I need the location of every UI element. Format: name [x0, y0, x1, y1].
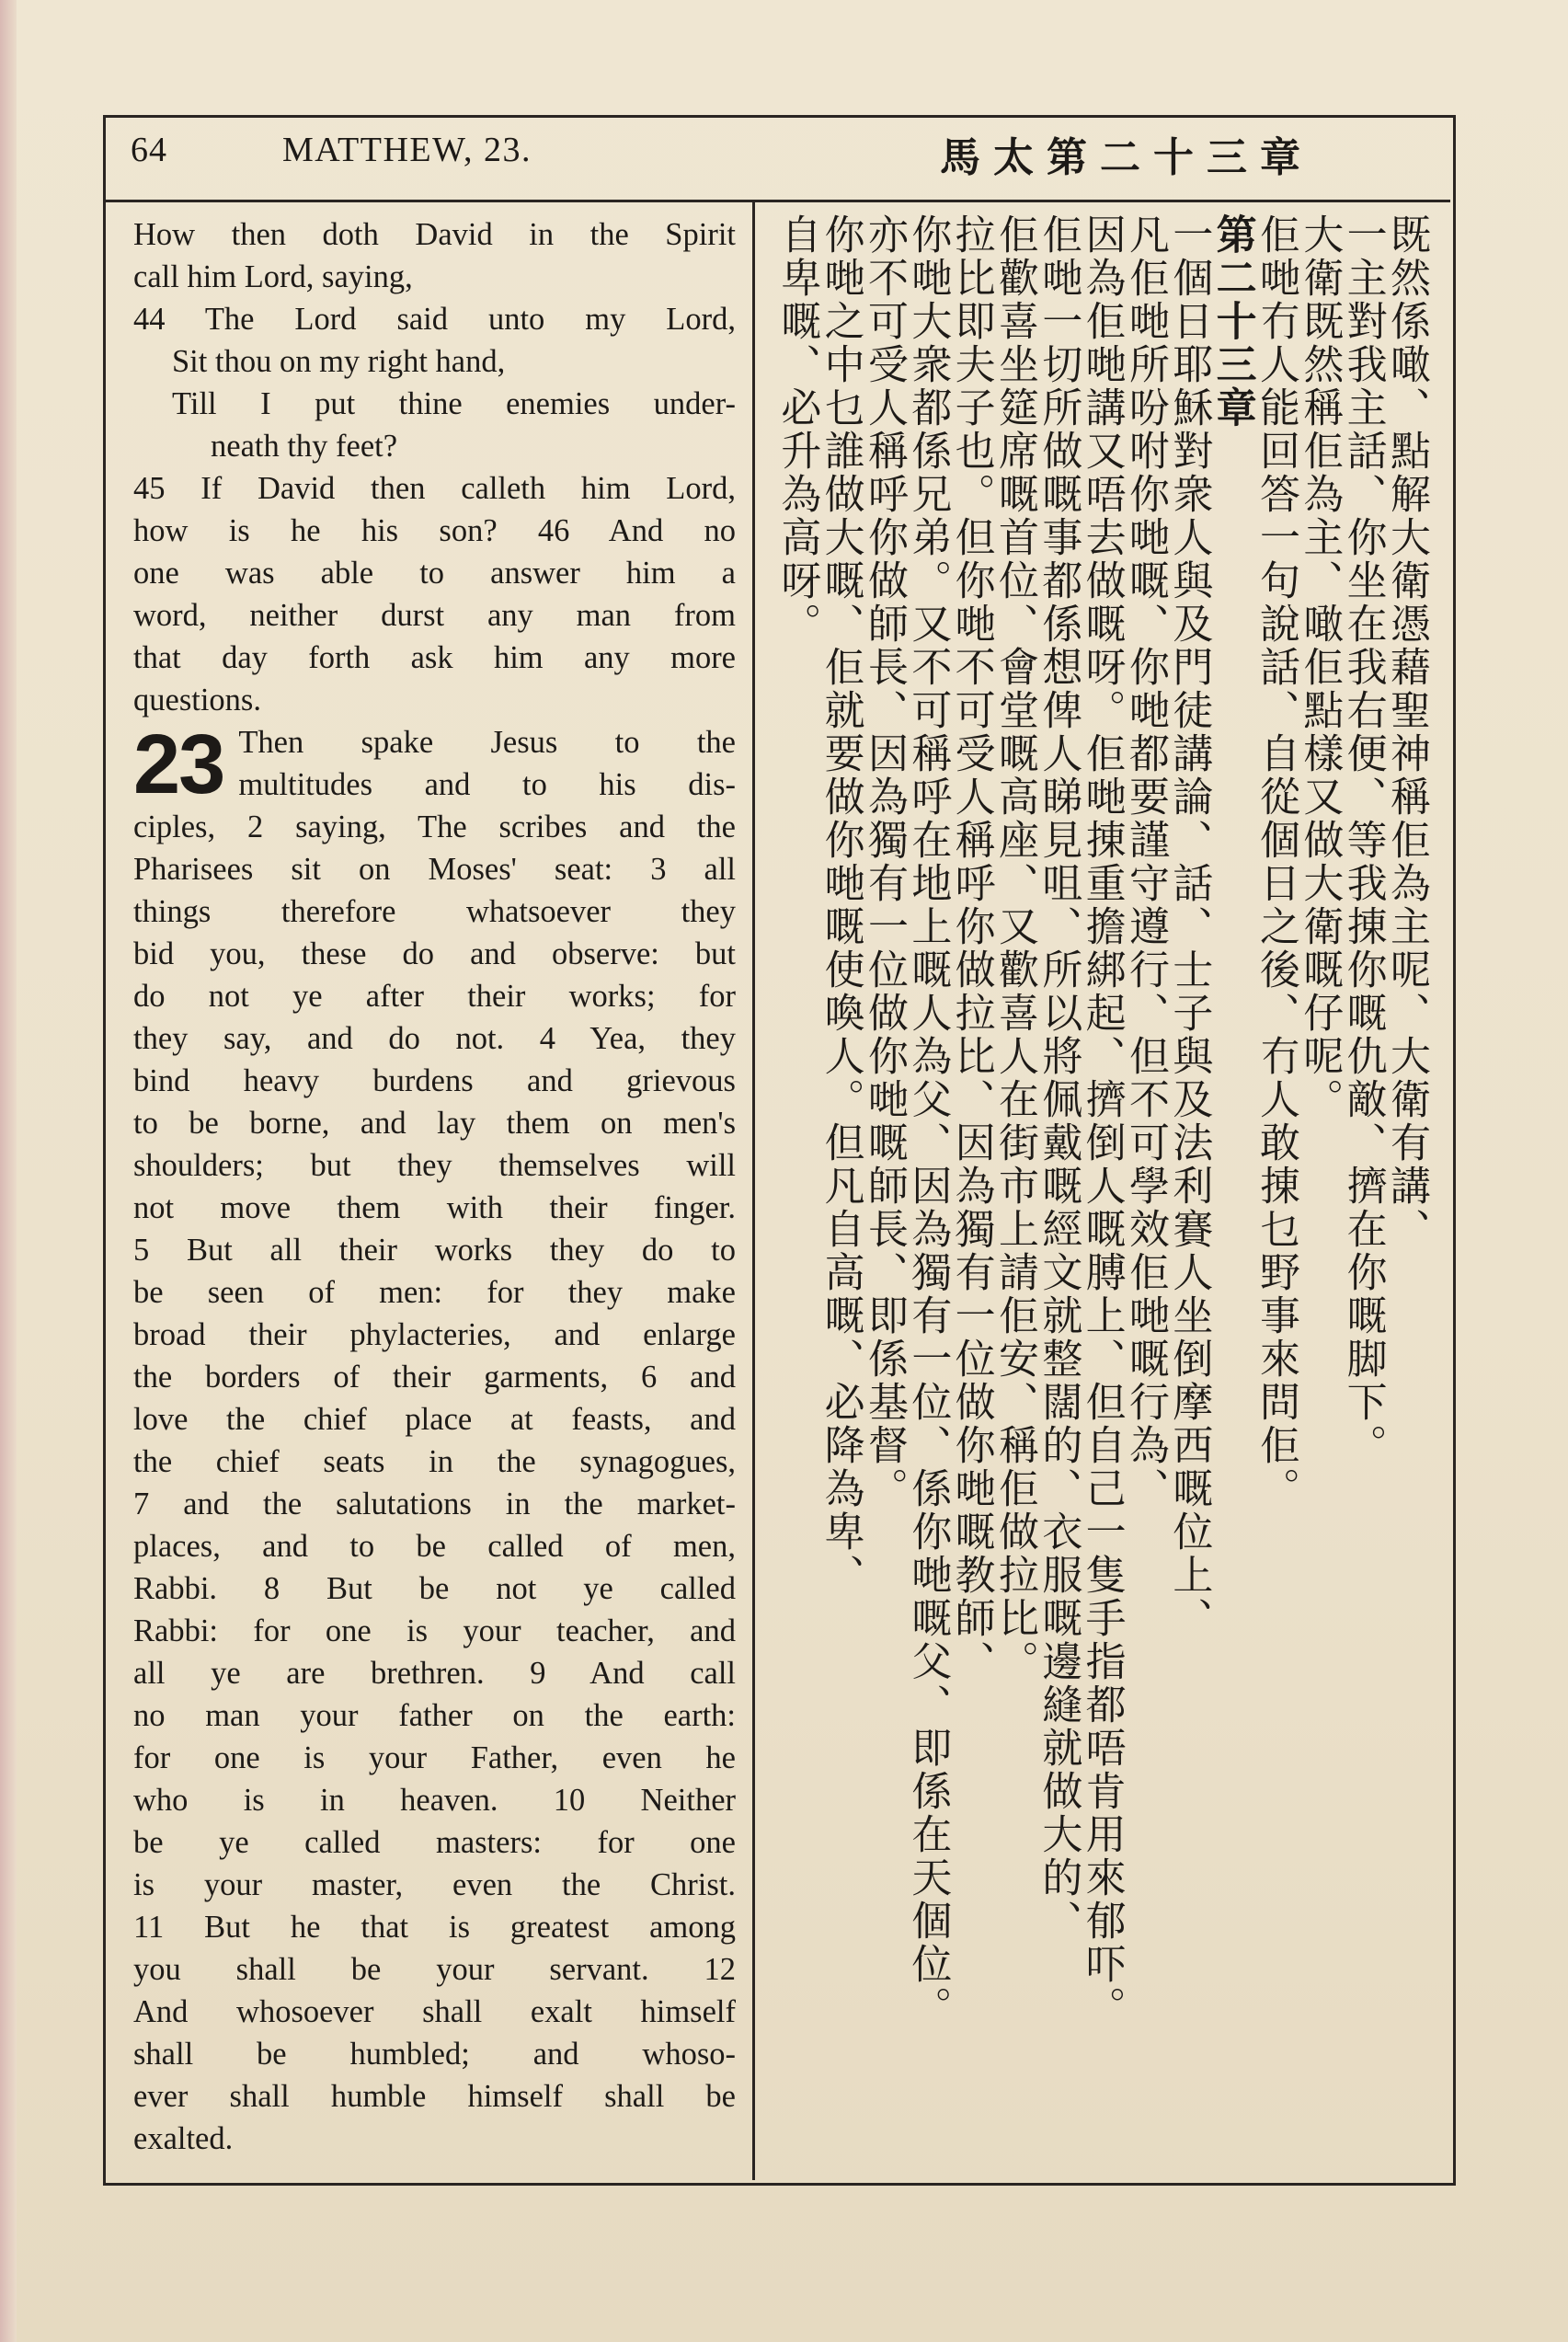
text-line: be seen of men: for they make — [133, 1275, 736, 1310]
chapter-heading-chinese: 第二十三章 — [1208, 213, 1256, 430]
chinese-text-column-line: 你哋大衆都係兄弟。又不可稱呼在地上嘅人為父、因為獨有一位、係你哋嘅父、即係在天個位。 — [904, 213, 952, 2029]
text-line: bid you, these do and observe: but — [133, 936, 736, 971]
column-divider — [752, 200, 755, 2180]
english-text-column — [133, 213, 736, 2160]
text-line: do not ye after their works; for — [133, 979, 736, 1014]
text-line: multitudes and to his dis- — [238, 767, 736, 802]
text-line: shall be humbled; and whoso- — [133, 2037, 736, 2072]
chinese-text-column-line: 亦不可受人稱呼你做師長、因為獨有一位做你哋嘅師長、即係基督。 — [861, 213, 908, 1510]
text-line: is your master, even the Christ. — [133, 1867, 736, 1902]
text-line: Till I put thine enemies under- — [172, 386, 736, 421]
text-line: one was able to answer him a — [133, 556, 736, 591]
text-line: Then spake Jesus to the — [238, 725, 736, 760]
text-line: Rabbi: for one is your teacher, and — [133, 1613, 736, 1648]
text-line: Pharisees sit on Moses' seat: 3 all — [133, 852, 736, 887]
text-line: things therefore whatsoever they — [133, 894, 736, 929]
chinese-text-column-line: 佢哋一切所做嘅事都係想俾人睇見咀、所以將佩戴嘅經文就整闊的、衣服嘅邊縫就做大的、 — [1035, 213, 1082, 1943]
text-line: How then doth David in the Spirit — [133, 217, 736, 252]
chinese-text-column-line: 拉比即夫子也。但你哋不可受人稱呼你做拉比、因為獨有一位做你哋嘅教師、 — [947, 213, 995, 1683]
text-line: Rabbi. 8 But be not ye called — [133, 1571, 736, 1606]
text-line: the chief seats in the synagogues, — [133, 1444, 736, 1479]
text-line: places, and to be called of men, — [133, 1529, 736, 1564]
text-line: word, neither durst any man from — [133, 598, 736, 633]
chinese-text-column — [773, 213, 1433, 2168]
text-line: be ye called masters: for one — [133, 1825, 736, 1860]
text-line: who is in heaven. 10 Neither — [133, 1783, 736, 1818]
text-line: for one is your Father, even he — [133, 1740, 736, 1775]
page-number: 64 — [131, 131, 167, 169]
text-line: 44 The Lord said unto my Lord, — [133, 302, 736, 337]
english-verses-22 — [133, 213, 736, 721]
text-line: broad their phylacteries, and enlarge — [133, 1317, 736, 1352]
chinese-text-column-line: 佢歡喜坐筵席嘅首位、會堂嘅高座、又歡喜人在街市上請佢安、稱佢做拉比。 — [991, 213, 1038, 1683]
chinese-text-column-line: 因為佢哋講又唔去做嘅呀。佢哋㨂重擔綁起、擠倒人嘅膊上、但自己一隻手指都唔肯用來郁吓。 — [1078, 213, 1126, 2029]
chinese-text-column-line: 一主對我主話、你坐在我右便、等我㨂你嘅仇敵、擠在你嘅脚下。 — [1339, 213, 1387, 1467]
text-line: bind heavy burdens and grievous — [133, 1063, 736, 1098]
chapter-number: 23 — [133, 718, 224, 811]
chinese-text-column-line: 佢哋冇人能回答一句說話、自從個日之後、冇人敢㨂乜野事來問佢。 — [1253, 213, 1299, 1510]
english-verses-23 — [133, 806, 736, 2160]
text-line: all ye are brethren. 9 And call — [133, 1656, 736, 1691]
text-line: call him Lord, saying, — [133, 259, 413, 294]
chinese-running-head: 馬太第二十三章 — [940, 134, 1313, 181]
text-line: exalted. — [133, 2121, 234, 2156]
text-line: love the chief place at feasts, and — [133, 1402, 736, 1437]
text-line: shoulders; but they themselves will — [133, 1148, 736, 1183]
text-line: And whosoever shall exalt himself — [133, 1994, 736, 2029]
chinese-text-column-line: 既然係噉、點解大衛憑藉聖神稱佢為主呢、大衛有講、 — [1383, 213, 1430, 1251]
running-head: MATTHEW, 23. — [282, 131, 532, 169]
page-edge — [0, 0, 17, 2342]
chinese-text-column-line: 大衛既然稱佢為主、噉佢點樣又做大衛嘅仔呢。 — [1296, 213, 1344, 1121]
chinese-text-column-line: 你哋之中乜誰做大嘅、佢就要做你哋嘅使喚人。但凡自高嘅、必降為卑、 — [817, 213, 864, 1597]
text-line: ever shall humble himself shall be — [133, 2079, 736, 2114]
chapter-start — [133, 718, 736, 811]
text-line: 5 But all their works they do to — [133, 1233, 736, 1268]
text-line: 45 If David then calleth him Lord, — [133, 471, 736, 506]
chinese-text-column-line: 一個日耶穌對衆人與及門徒講論、話、士子與及法利賽人坐倒摩西嘅位上、 — [1165, 213, 1213, 1640]
text-line: how is he his son? 46 And no — [133, 513, 736, 548]
text-line: ciples, 2 saying, The scribes and the — [133, 809, 736, 844]
text-line: Sit thou on my right hand, — [172, 344, 506, 379]
page-header — [103, 115, 1450, 202]
text-line: 11 But he that is greatest among — [133, 1910, 736, 1945]
text-line: no man your father on the earth: — [133, 1698, 736, 1733]
text-line: not move them with their finger. — [133, 1190, 736, 1225]
text-line: that day forth ask him any more — [133, 640, 736, 675]
text-line: questions. — [133, 683, 261, 718]
text-line: to be borne, and lay them on men's — [133, 1106, 736, 1141]
text-line: 7 and the salutations in the market- — [133, 1487, 736, 1521]
text-line: they say, and do not. 4 Yea, they — [133, 1021, 736, 1056]
text-line: the borders of their garments, 6 and — [133, 1360, 736, 1395]
text-line: neath thy feet? — [211, 429, 398, 464]
chinese-text-column-line: 凡佢哋所吩咐你哋嘅、你哋都要謹守遵行、但不可學效佢哋嘅行為、 — [1122, 213, 1169, 1510]
chinese-text-column-line: 自卑嘅、必升為高呀。 — [773, 213, 821, 646]
text-line: you shall be your servant. 12 — [133, 1952, 736, 1987]
